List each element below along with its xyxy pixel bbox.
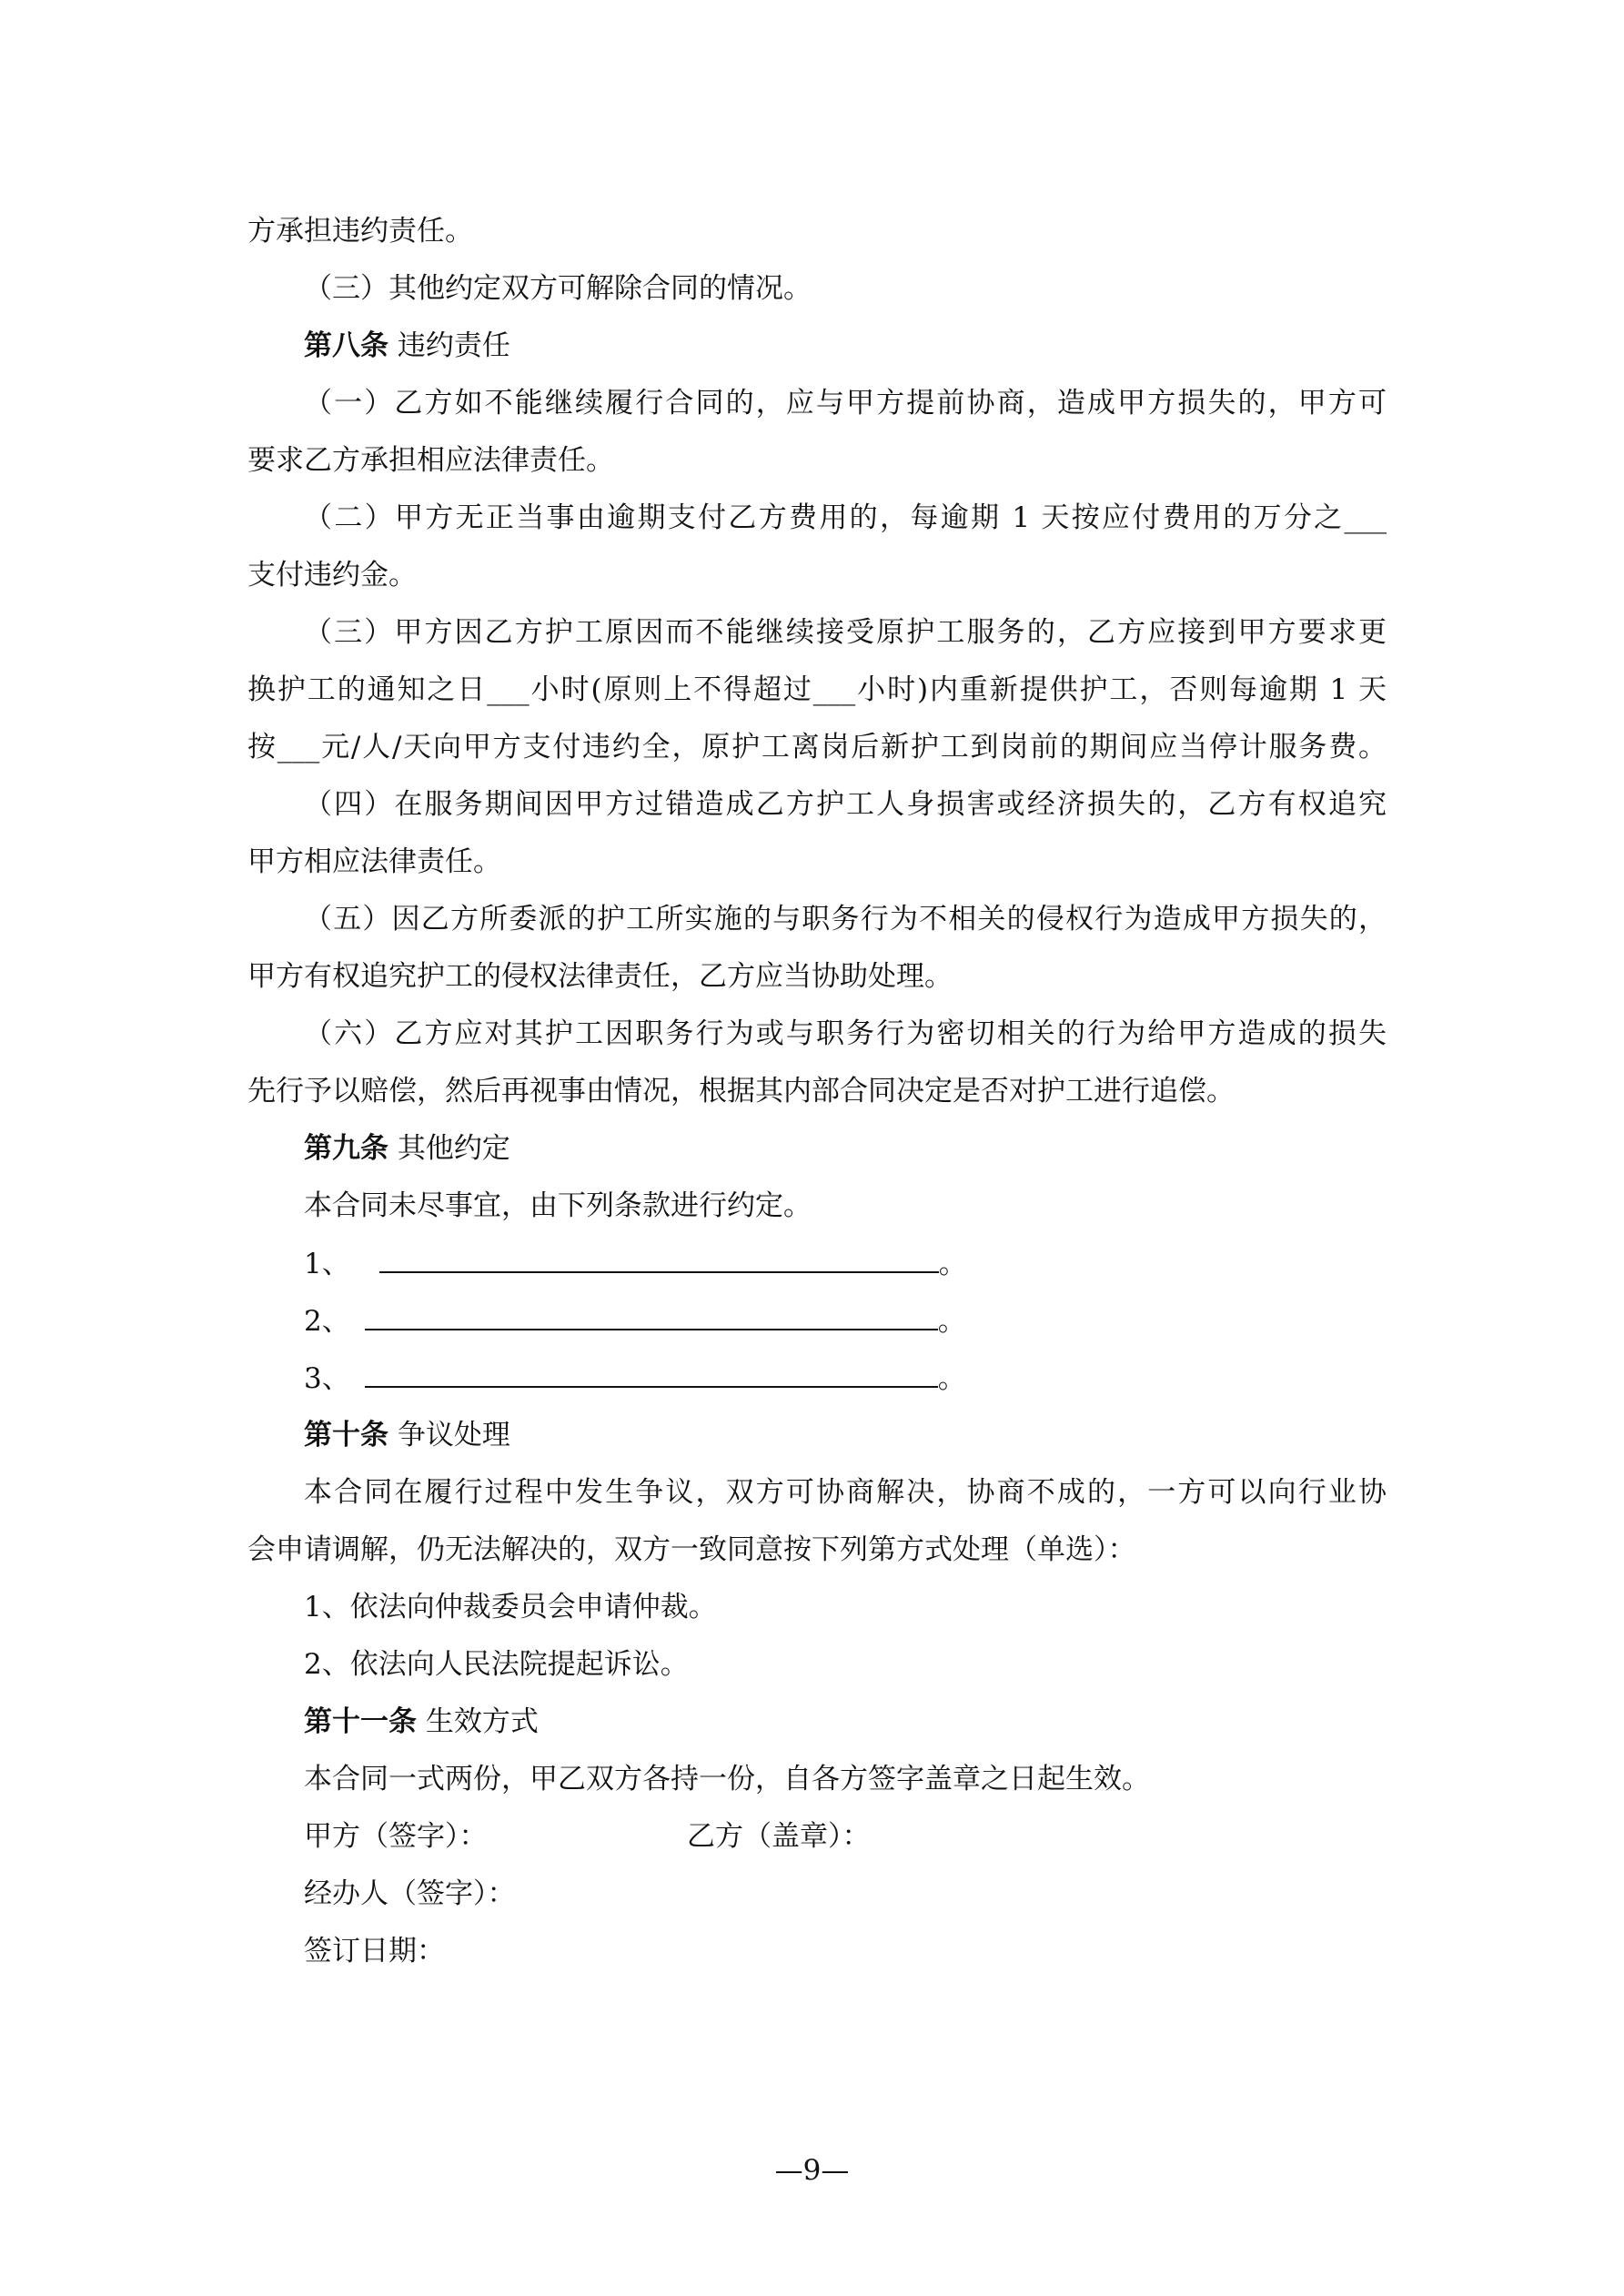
item-number: 3、: [304, 1362, 350, 1395]
text-line: 本合同一式两份，甲乙双方各持一份，自各方签字盖章之日起生效。: [304, 1763, 1150, 1795]
text-line: 要求乙方承担相应法律责任。: [247, 444, 614, 477]
article-8-heading: [247, 318, 1387, 375]
party-b-seal-label: 乙方（盖章）：: [687, 1820, 871, 1853]
text-line: 先行予以赔偿，然后再视事由情况，根据其内部合同决定是否对护工进行追偿。: [247, 1075, 1235, 1108]
blank-item-3: [247, 1350, 1387, 1407]
article-11-heading: [247, 1694, 1387, 1751]
fill-in-blank[interactable]: [379, 1235, 939, 1273]
article-title: 生效方式: [425, 1705, 539, 1738]
article-title: 其他约定: [397, 1132, 510, 1165]
text-line: 方承担违约责任。: [247, 215, 473, 248]
document-page: [247, 203, 1387, 1980]
period: 。: [937, 1362, 966, 1395]
item-number: 2、: [304, 1305, 350, 1338]
text-line: （五）因乙方所委派的护工所实施的与职务行为不相关的侵权行为造成甲方损失的，: [304, 903, 1387, 936]
text-line: 按___元/人/天向甲方支付违约全，原护工离岗后新护工到岗前的期间应当停计服务费。: [247, 731, 1387, 764]
signature-row: [247, 1808, 1387, 1866]
article-number: 第九条: [304, 1132, 388, 1165]
text-line: （三）其他约定双方可解除合同的情况。: [304, 272, 812, 305]
article-title: 争议处理: [397, 1419, 510, 1451]
text-line: 支付违约金。: [247, 559, 417, 592]
fill-in-blank[interactable]: [365, 1292, 938, 1330]
period: 。: [938, 1248, 967, 1280]
text-line: 甲方相应法律责任。: [247, 845, 501, 878]
article-10-heading: [247, 1407, 1387, 1464]
signing-date-label: 签订日期：: [304, 1935, 445, 1967]
text-line: 本合同在履行过程中发生争议，双方可协商解决，协商不成的，一方可以向行业协: [304, 1476, 1387, 1509]
article-title: 违约责任: [397, 329, 510, 362]
text-line: 换护工的通知之日___小时(原则上不得超过___小时)内重新提供护工，否则每逾期 1 天: [247, 673, 1387, 706]
text-line: （三）甲方因乙方护工原因而不能继续接受原护工服务的，乙方应接到甲方要求更: [304, 616, 1387, 649]
article-number: 第十一条: [304, 1705, 417, 1738]
option-2: 2、依法向人民法院提起诉讼。: [304, 1648, 689, 1681]
blank-item-1: [247, 1235, 1387, 1292]
text-line: （四）在服务期间因甲方过错造成乙方护工人身损害或经济损失的，乙方有权追究: [304, 788, 1387, 821]
item-number: 1、: [304, 1248, 350, 1280]
text-line: 本合同未尽事宜，由下列条款进行约定。: [304, 1189, 812, 1222]
article-9-heading: [247, 1120, 1387, 1178]
period: 。: [937, 1305, 966, 1338]
text-line: 甲方有权追究护工的侵权法律责任，乙方应当协助处理。: [247, 960, 953, 993]
article-number: 第八条: [304, 329, 388, 362]
text-line: 会申请调解，仍无法解决的，双方一致同意按下列第方式处理（单选）：: [247, 1533, 1136, 1566]
article-number: 第十条: [304, 1419, 388, 1451]
fill-in-blank[interactable]: [365, 1350, 938, 1388]
text-line: （二）甲方无正当事由逾期支付乙方费用的，每逾期 1 天按应付费用的万分之___: [304, 501, 1387, 534]
text-line: （六）乙方应对其护工因职务行为或与职务行为密切相关的行为给甲方造成的损失: [304, 1017, 1387, 1050]
option-1: 1、依法向仲裁委员会申请仲裁。: [304, 1591, 717, 1623]
page-number: —9—: [774, 2154, 850, 2187]
blank-item-2: [247, 1292, 1387, 1350]
text-line: （一）乙方如不能继续履行合同的，应与甲方提前协商，造成甲方损失的，甲方可: [304, 387, 1387, 420]
agent-signature-label: 经办人（签字）：: [304, 1877, 516, 1910]
party-a-signature-label: 甲方（签字）：: [304, 1820, 488, 1853]
